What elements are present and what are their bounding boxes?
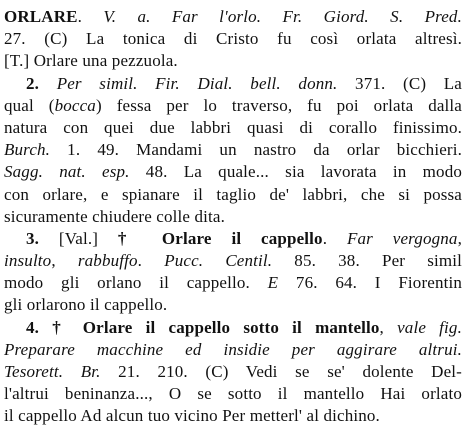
text-run: gli orlarono il cappello. — [4, 295, 168, 315]
text-run: 85. 38. Per simil — [272, 251, 462, 271]
italic-run: Pucc. Centil. — [164, 251, 273, 271]
entry-line — [4, 117, 462, 139]
bold-run: ORLARE — [4, 7, 78, 26]
text-run: 1. 49. Mandami un nastro da orlar bicchieri. — [50, 140, 462, 160]
text-run: . — [77, 7, 104, 26]
text-run: , — [379, 317, 398, 337]
text-run: natura con quei due labbri quasi di corallo finissimo. — [4, 117, 462, 137]
entry-line — [4, 95, 462, 117]
italic-run: rabbuffo — [77, 251, 138, 271]
entry-line — [4, 250, 462, 272]
entry-line — [4, 206, 462, 228]
entry-line — [4, 161, 462, 183]
italic-run: Sagg. nat. esp. — [4, 162, 130, 182]
italic-run: Tesorett. Br. — [4, 362, 101, 381]
bold-run: 2. — [26, 73, 57, 93]
entry-line — [4, 28, 462, 50]
text-run: 21. 210. (C) Vedi se se' dolente Del- — [100, 362, 462, 381]
text-run: . — [137, 251, 165, 271]
entry-line — [4, 228, 462, 250]
text-run: sicuramente chiudere colle dita. — [4, 206, 225, 226]
entry-line — [4, 383, 462, 405]
italic-run: E — [267, 273, 279, 293]
entry-line — [4, 73, 462, 95]
text-run: modo gli orlano il cappello. — [4, 273, 268, 293]
text-run: [Val.] — [58, 228, 118, 248]
entry-body — [4, 6, 462, 428]
text-run: , — [457, 228, 462, 248]
entry-line — [4, 361, 462, 383]
entry-line — [4, 50, 462, 72]
italic-run: insulto — [4, 251, 52, 271]
entry-line — [4, 405, 462, 427]
italic-run: Far vergogna — [346, 228, 458, 248]
text-run: qual ( — [4, 95, 55, 115]
bold-run: 3. — [26, 228, 59, 248]
italic-run: Preparare macchine ed insidie per aggirare altrui. — [4, 339, 462, 359]
text-run: , — [51, 251, 78, 271]
entry-line — [4, 339, 462, 361]
entry-line — [4, 139, 462, 161]
text-run: con orlare, e spianare il taglio de' labbri, che si possa — [4, 184, 462, 204]
text-run: 48. La quale... sia lavorata in modo — [129, 162, 463, 182]
text-run: 371. (C) La — [337, 73, 462, 93]
bold-run: † Orlare il cappello — [117, 228, 323, 248]
text-run: . — [322, 228, 347, 248]
entry-line — [4, 272, 462, 294]
text-run: 76. 64. I Fiorentin — [278, 273, 462, 293]
italic-run: Burch. — [4, 140, 51, 160]
italic-run: V. a. Far l'orlo. Fr. Giord. S. Pred. — [103, 7, 462, 26]
bold-run: 4. † Orlare il cappello sotto il mantello — [26, 317, 380, 337]
text-run: [T.] Orlare una pezzuola. — [4, 51, 178, 71]
italic-run: Per simil. Fir. Dial. bell. donn. — [56, 73, 338, 93]
entry-line — [4, 294, 462, 316]
entry-line — [4, 317, 462, 339]
entry-line — [4, 6, 462, 28]
text-run: l'altrui beninanza..., O se sotto il mantello Hai orlato — [4, 384, 462, 404]
italic-run: bocca — [54, 95, 96, 115]
text-run: 27. (C) La tonica di Cristo fu così orlata altresì. — [4, 29, 462, 49]
entry-line — [4, 184, 462, 206]
text-run: ) fessa per lo traverso, fu poi orlata dalla — [95, 95, 462, 115]
text-run: il cappello Ad alcun tuo vicino Per metterl' al dichino. — [4, 406, 380, 426]
italic-run: vale fig. — [397, 317, 462, 337]
